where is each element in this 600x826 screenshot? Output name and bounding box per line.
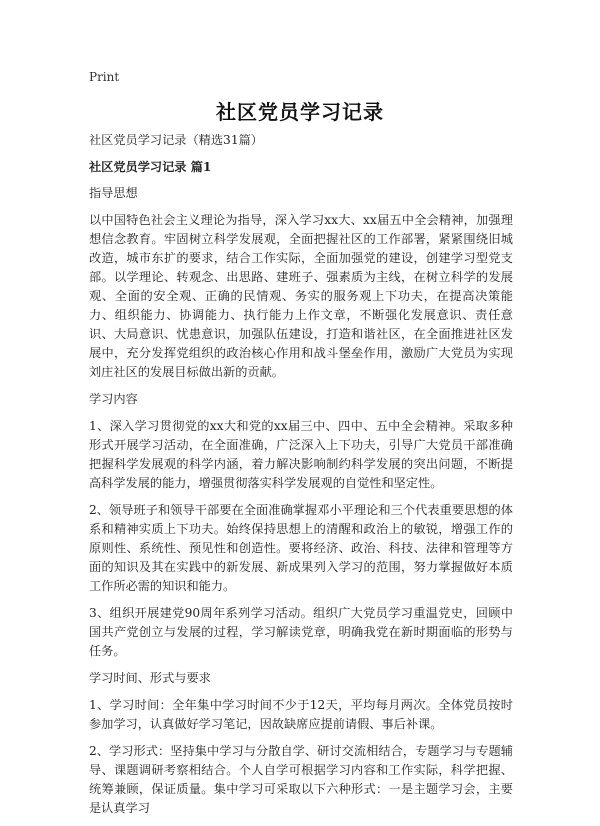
time-heading: 学习时间、形式与要求 bbox=[89, 671, 211, 685]
guiding-paragraph: 以中国特色社会主义理论为指导，深入学习xx大、xx届五中全会精神，加强理想信念教育。牢固树立科学发展观，全面把握社区的工作部署，紧紧围绕旧城改造，城市东扩的要求，结合工作实际，全面加强党的建设，创建学习型党支部。以学理论、转观念、出思路、建班子、强素质为主线，在树立科学的发展观、全面的安全观、正确的民情观、务实的服务观上下功夫，在提高决策能力、组织能力、协调能力、执行能力上作文章，不断强化发展意识、责任意识、大局意识、忧患意识，加强队伍建设，打造和谐社区，在全面推进社区发展中，充分发挥党组织的政治核心作用和战斗堡垒作用，激励广大党员为实现刘庄社区的发展目标做出新的贡献。 bbox=[89, 213, 513, 379]
document-body bbox=[89, 131, 513, 826]
content-item: 3、组织开展建党90周年系列学习活动。组织广大党员学习重温党史，回顾中国共产党创立与发展的过程，学习解读党章，明确我党在新时期面临的形势与任务。 bbox=[89, 606, 513, 658]
time-item: 2、学习形式：坚持集中学习与分散自学、研讨交流相结合，专题学习与专题辅导、课题调研考察相结合。个人自学可根据学习内容和工作实际，科学把握、统筹兼顾，保证质量。集中学习可采取以下六种形式：一是主题学习会，主要是认真学习 bbox=[89, 744, 513, 815]
content-item: 2、领导班子和领导干部要在全面准确掌握邓小平理论和三个代表重要思想的体系和精神实质上下功夫。始终保持思想上的清醒和政治上的敏锐，增强工作的原则性、系统性、预见性和创造性。要将经济、政治、科技、法律和管理等方面的知识及其在实践中的新发展、新成果列入学习的范围，努力掌握做好本质工作所必需的知识和能力。 bbox=[89, 503, 513, 593]
content-heading: 学习内容 bbox=[89, 392, 138, 406]
document-subtitle: 社区党员学习记录（精选31篇） bbox=[89, 133, 263, 147]
print-label: Print bbox=[89, 70, 120, 84]
guiding-heading: 指导思想 bbox=[89, 186, 138, 200]
section-title: 社区党员学习记录 篇1 bbox=[89, 160, 212, 174]
page-title: 社区党员学习记录 bbox=[216, 100, 384, 124]
content-item: 1、深入学习贯彻党的xx大和党的xx届三中、四中、五中全会精神。采取多种形式开展学习活动，在全面准确，广泛深入上下功夫，引导广大党员干部准确把握科学发展观的科学内涵，着力解决影响制约科学发展的突出问题，不断提高科学发展的能力，增强贯彻落实科学发展观的自觉性和坚定性。 bbox=[89, 419, 513, 490]
time-item: 1、学习时间：全年集中学习时间不少于12天，平均每月两次。全体党员按时参加学习，认真做好学习笔记，因故缺席应提前请假、事后补课。 bbox=[89, 698, 513, 731]
